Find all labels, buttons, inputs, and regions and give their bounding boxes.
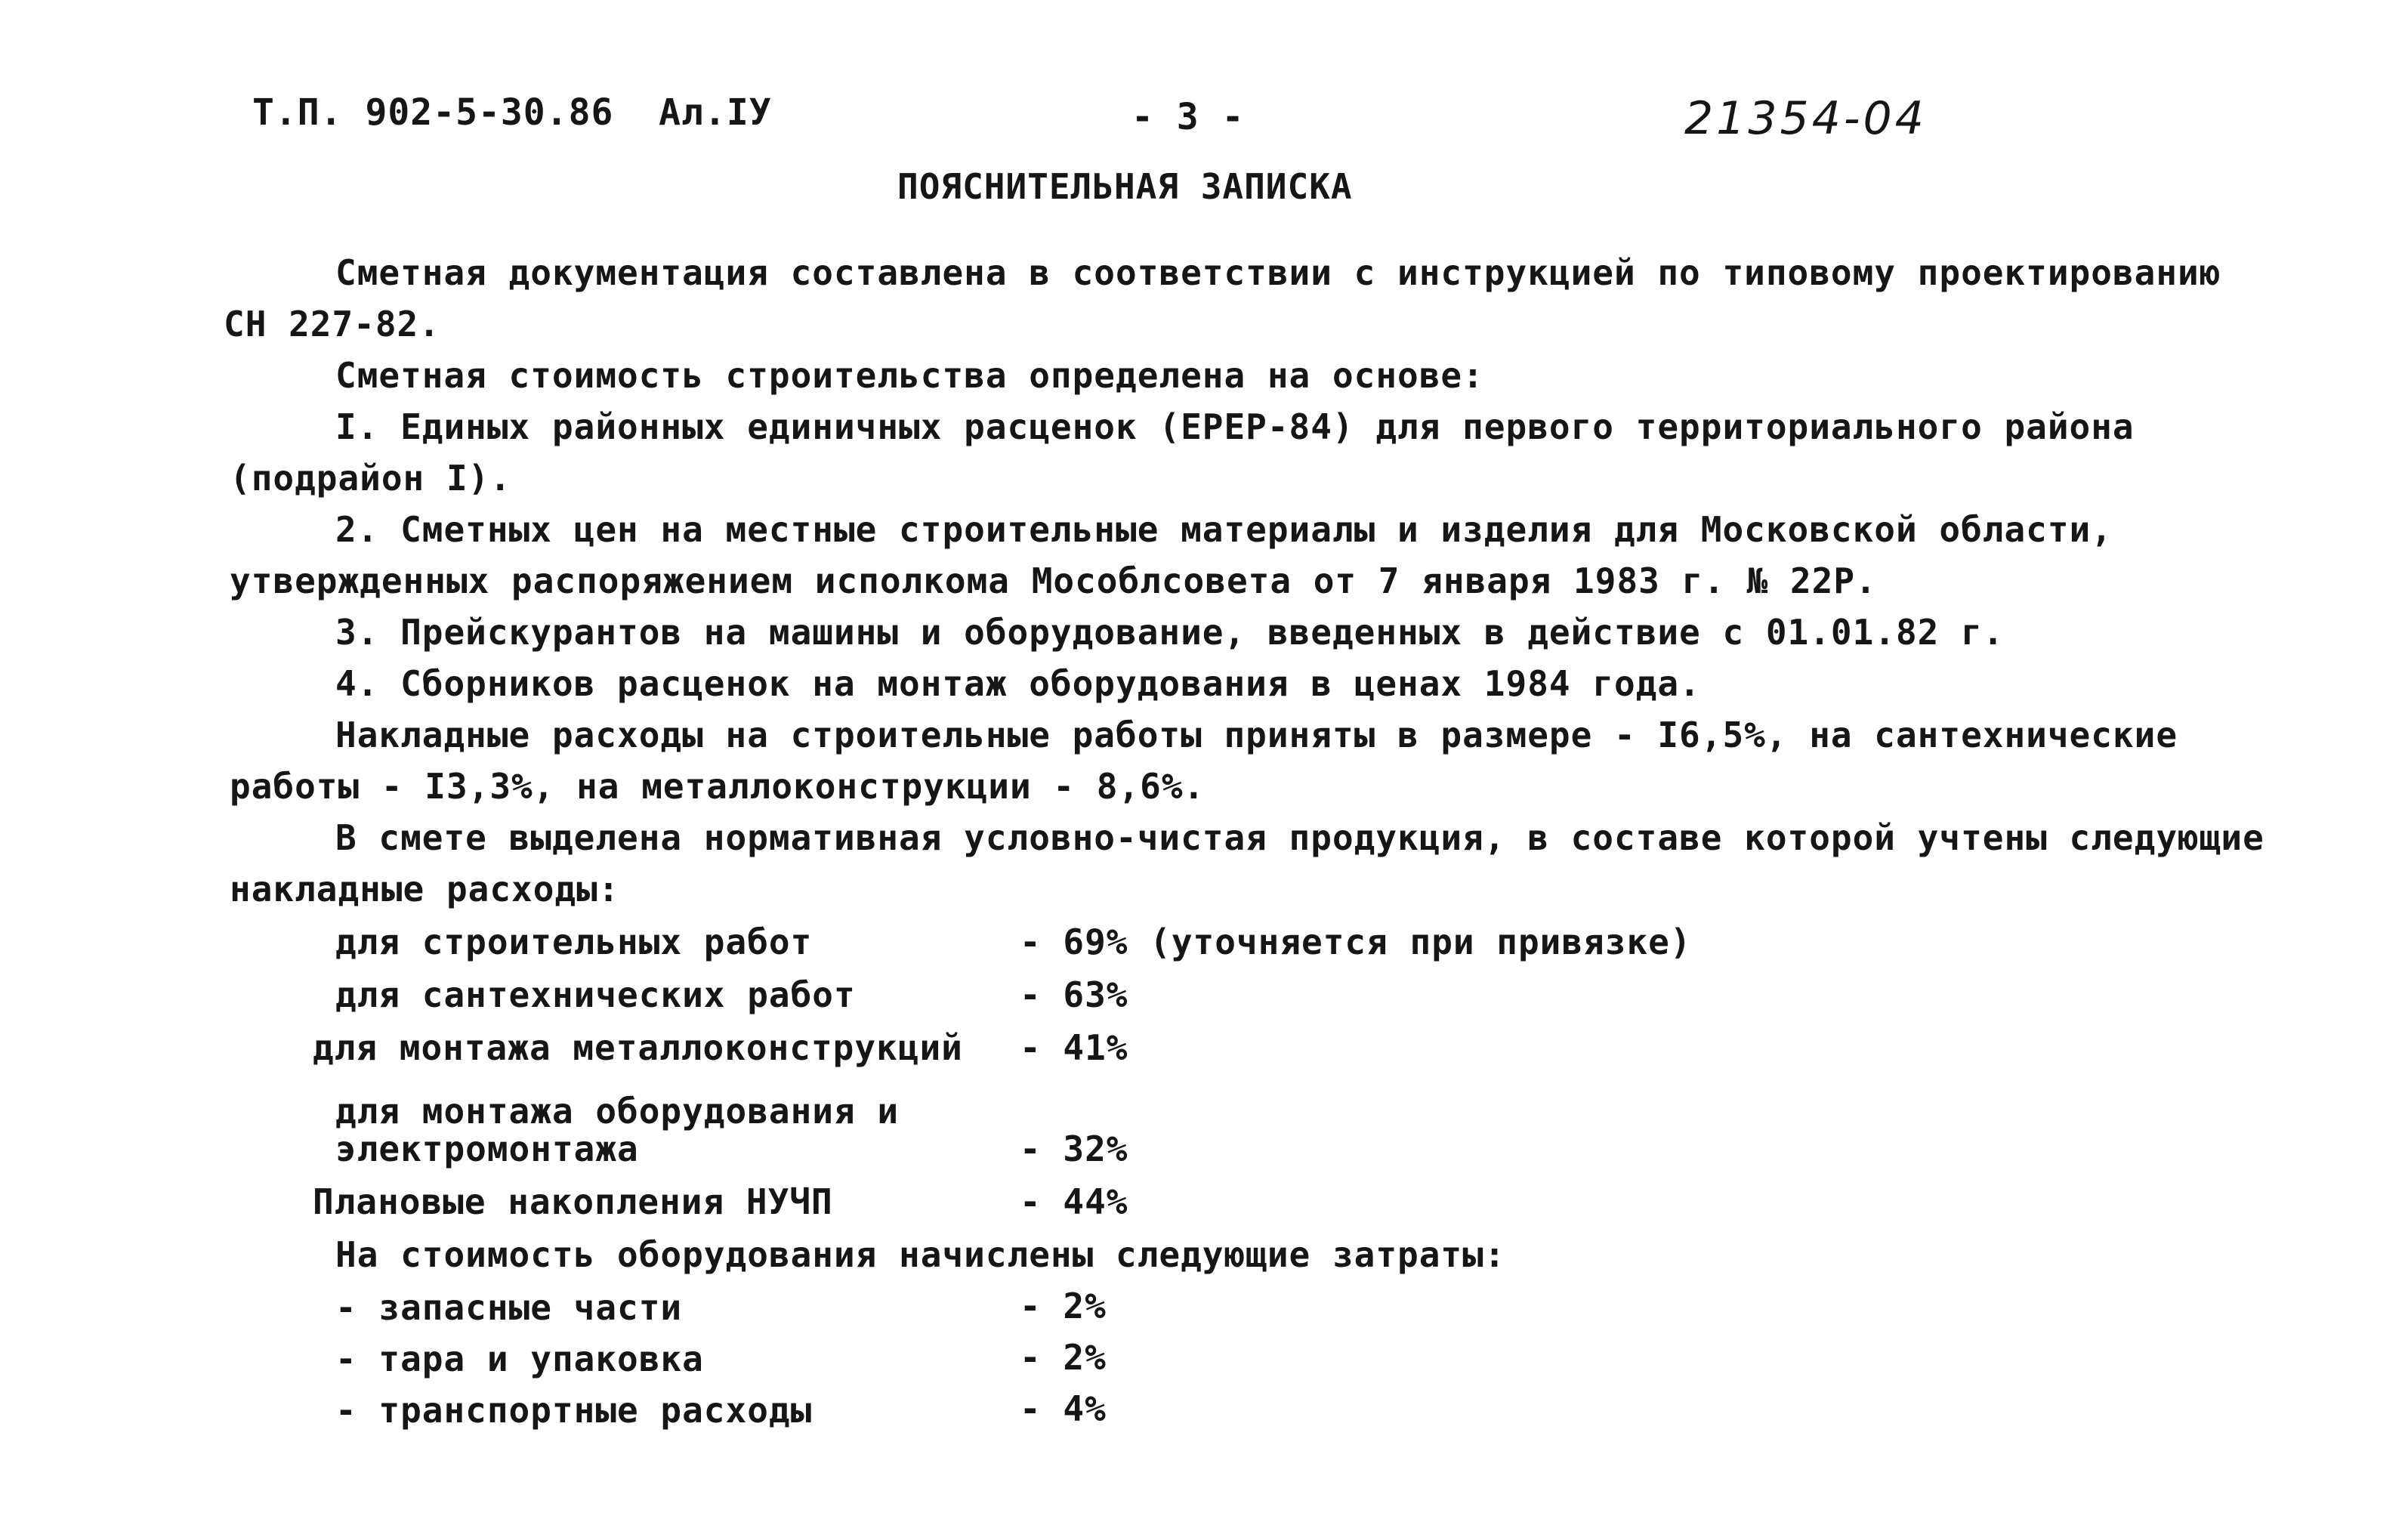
equipment-label: - транспортные расходы [335,1390,813,1431]
paragraph-line: На стоимость оборудования начислены следующие затраты: [335,1234,1506,1275]
list-item: 2. Сметных цен на местные строительные материалы и изделия для Московской области, [335,509,2113,550]
doc-code: Т.П. 902-5-30.86 Ал.IУ [252,91,772,134]
list-item: утвержденных распоряжением исполкома Мособлсовета от 7 января 1983 г. № 22Р. [230,560,1877,601]
paragraph-line: накладные расходы: [230,869,620,909]
overhead-value: - 32% [1020,1129,1128,1169]
paragraph-line: Сметная документация составлена в соответствии с инструкцией по типовому проектированию [335,252,2221,293]
overhead-label: для строительных работ [335,922,813,962]
equipment-value: - 2% [1020,1286,1107,1326]
overhead-value: - 41% [1020,1027,1128,1068]
overhead-label: для монтажа оборудования и электромонтажа [335,1091,900,1169]
list-item: 3. Прейскурантов на машины и оборудование, введенных в действие с 01.01.82 г. [335,612,2005,653]
overhead-label: для монтажа металлоконструкций [313,1027,963,1068]
list-item: 4. Сборников расценок на монтаж оборудования в ценах 1984 года. [335,663,1701,704]
equipment-value: - 4% [1020,1388,1107,1429]
paragraph-line: Накладные расходы на строительные работы приняты в размере - I6,5%, на сантехнические [335,715,2178,755]
paragraph-line: В смете выделена нормативная условно-чистая продукция, в составе которой учтены следующие [335,817,2264,858]
paragraph-line: СН 227-82. [224,304,440,344]
equipment-label: - запасные части [335,1287,683,1328]
overhead-value: - 63% [1020,974,1128,1015]
handwritten-number: 21354-04 [1684,92,1927,145]
paragraph-line: Сметная стоимость строительства определена на основе: [335,355,1484,396]
equipment-label: - тара и упаковка [335,1338,704,1379]
page-title: ПОЯСНИТЕЛЬНАЯ ЗАПИСКА [897,166,1353,207]
list-item: I. Единых районных единичных расценок (ЕРЕР-84) для первого территориального района [335,406,2135,447]
overhead-label: Плановые накопления НУЧП [313,1181,833,1222]
overhead-value: - 69% (уточняется при привязке) [1020,922,1692,962]
page-number: - 3 - [1131,96,1245,138]
equipment-value: - 2% [1020,1337,1107,1378]
overhead-value: - 44% [1020,1181,1128,1222]
overhead-label: для сантехнических работ [335,974,856,1015]
list-item: (подрайон I). [230,458,512,499]
paragraph-line: работы - I3,3%, на металлоконструкции - 8,6%. [230,766,1206,807]
